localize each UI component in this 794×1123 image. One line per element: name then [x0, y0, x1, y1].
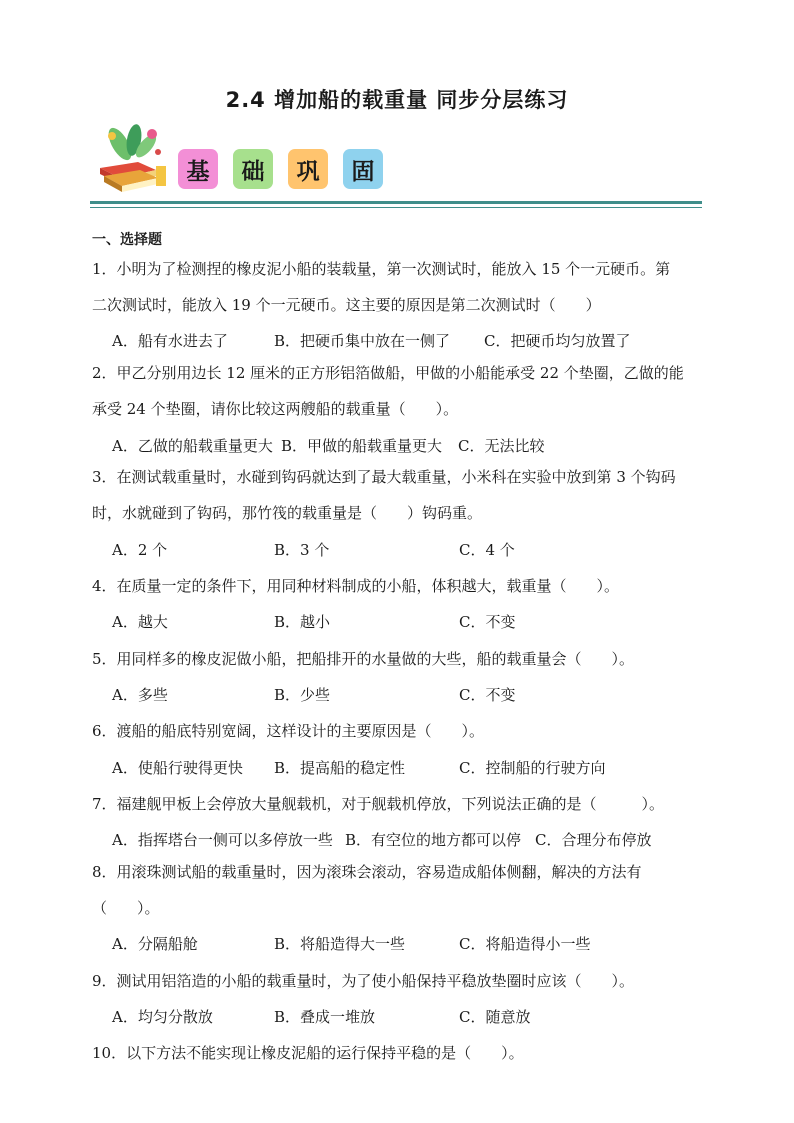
- banner-char-3: 巩: [288, 149, 328, 189]
- option-b: B．甲做的船载重量更大: [281, 437, 443, 455]
- question-text: 5．用同样多的橡皮泥做小船，把船排开的水量做的大些，船的载重量会（ ）。: [92, 650, 635, 668]
- option-b: B．把硬币集中放在一侧了: [274, 332, 451, 350]
- question-text: 3．在测试载重量时，水碰到钩码就达到了最大载重量，小米科在实验中放到第 3 个钩码: [92, 468, 676, 486]
- question-text: 10．以下方法不能实现让橡皮泥船的运行保持平稳的是（ ）。: [92, 1044, 524, 1062]
- option-a: A．分隔船舱: [112, 935, 198, 953]
- option-c: C．不变: [459, 613, 516, 631]
- question-text: 9．测试用铝箔造的小船的载重量时，为了使小船保持平稳放垫圈时应该（ ）。: [92, 972, 635, 990]
- question-text: 7．福建舰甲板上会停放大量舰载机，对于舰载机停放，下列说法正确的是（ ）。: [92, 795, 665, 813]
- question-text: 2．甲乙分别用边长 12 厘米的正方形铝箔做船，甲做的小船能承受 22 个垫圈，乙做的能: [92, 364, 684, 382]
- option-b: B．提高船的稳定性: [274, 759, 406, 777]
- option-a: A．使船行驶得更快: [112, 759, 243, 777]
- option-c: C．把硬币均匀放置了: [484, 332, 631, 350]
- option-b: B．有空位的地方都可以停: [345, 831, 522, 849]
- option-c: C．4 个: [459, 541, 515, 559]
- books-plant-illustration-icon: [90, 122, 170, 194]
- question-text: 6．渡船的船底特别宽阔，这样设计的主要原因是（ ）。: [92, 722, 485, 740]
- option-c: C．不变: [459, 686, 516, 704]
- question-text: 承受 24 个垫圈，请你比较这两艘船的载重量（ ）。: [92, 400, 459, 418]
- option-b: B．少些: [274, 686, 331, 704]
- question-text: 4．在质量一定的条件下，用同种材料制成的小船，体积越大，载重量（ ）。: [92, 577, 620, 595]
- question-text: 二次测试时，能放入 19 个一元硬币。这主要的原因是第二次测试时（ ）: [92, 296, 601, 314]
- option-c: C．合理分布停放: [535, 831, 652, 849]
- section-banner: [90, 122, 702, 214]
- option-c: C．随意放: [459, 1008, 531, 1026]
- option-a: A．乙做的船载重量更大: [112, 437, 273, 455]
- divider-thin: [90, 207, 702, 208]
- banner-char-4: 固: [343, 149, 383, 189]
- banner-char-1: 基: [178, 149, 218, 189]
- option-a: A．越大: [112, 613, 168, 631]
- section-heading: 一、选择题: [92, 232, 162, 248]
- option-b: B．将船造得大一些: [274, 935, 406, 953]
- document-title: 2.4 增加船的载重量 同步分层练习: [225, 88, 569, 112]
- option-b: B．叠成一堆放: [274, 1008, 376, 1026]
- option-a: A．指挥塔台一侧可以多停放一些: [112, 831, 333, 849]
- question-text: 1．小明为了检测捏的橡皮泥小船的装载量，第一次测试时，能放入 15 个一元硬币。第: [92, 260, 671, 278]
- option-a: A．船有水进去了: [112, 332, 228, 350]
- option-c: C．无法比较: [458, 437, 545, 455]
- option-a: A．均匀分散放: [112, 1008, 213, 1026]
- question-text: 8．用滚珠测试船的载重量时，因为滚珠会滚动，容易造成船体侧翻，解决的方法有: [92, 863, 642, 881]
- banner-char-2: 础: [233, 149, 273, 189]
- option-a: A．2 个: [112, 541, 168, 559]
- option-c: C．控制船的行驶方向: [459, 759, 606, 777]
- question-text: 时，水就碰到了钩码，那竹筏的载重量是（ ）钩码重。: [92, 504, 483, 522]
- option-b: B．3 个: [274, 541, 330, 559]
- question-text: （ ）。: [92, 899, 160, 917]
- divider-thick: [90, 201, 702, 204]
- option-c: C．将船造得小一些: [459, 935, 591, 953]
- option-a: A．多些: [112, 686, 168, 704]
- option-b: B．越小: [274, 613, 331, 631]
